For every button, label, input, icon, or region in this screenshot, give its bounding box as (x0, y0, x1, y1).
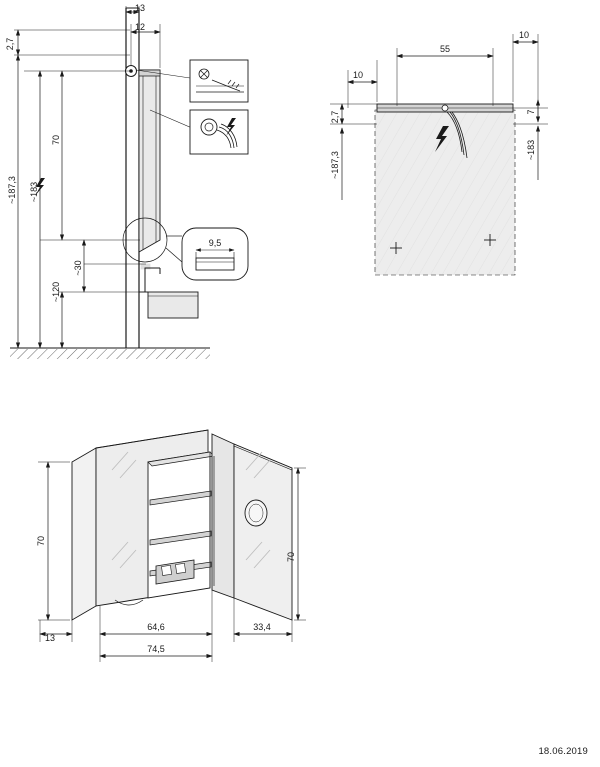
dim-mirror-bottom: ~30 (73, 260, 83, 276)
date-stamp: 18.06.2019 (538, 746, 588, 757)
dim-body-width: 64,6 (147, 622, 165, 632)
dim-power-height-right: ~183 (526, 139, 536, 161)
dim-total-height: ~187,3 (7, 176, 17, 204)
cabinet-right-door (212, 434, 292, 620)
front-left-dimensions (330, 104, 377, 200)
dim-floor-height-left: ~187,3 (330, 151, 340, 179)
dim-right-edge-offset: 10 (518, 30, 530, 40)
floor-line (10, 348, 210, 360)
front-right-dimensions (513, 100, 548, 180)
dim-power-height: ~183 (29, 181, 39, 203)
dim-door-height-right: 70 (286, 551, 296, 563)
cabinet-interior (148, 452, 214, 598)
dim-overall-width: 74,5 (147, 644, 165, 654)
dim-cabinet-height-left: 70 (36, 535, 46, 547)
dim-top-offset: 2,7 (5, 37, 15, 51)
view-side-elevation (5, 3, 248, 360)
mounting-rail-front (377, 104, 513, 112)
dim-rail-length: 55 (439, 44, 451, 54)
dim-left-edge-offset: 10 (352, 70, 364, 80)
dim-bracket-offset: 12 (134, 22, 146, 32)
dim-wall-thickness: 13 (134, 3, 146, 13)
dim-side-depth: 13 (44, 633, 56, 643)
wall-section (126, 8, 139, 348)
cabinet-side-body (139, 70, 160, 252)
dim-socket-offset: 7 (526, 109, 536, 115)
dim-door-open-depth: 33,4 (253, 622, 271, 632)
dim-basin-height: ~120 (51, 281, 61, 303)
vertical-dimensions (5, 30, 130, 348)
view-front-elevation (330, 30, 548, 275)
dim-rail-depth: 9,5 (208, 238, 222, 248)
detail-screw (190, 60, 248, 102)
perspective-left-dimension (36, 462, 70, 620)
view-perspective (36, 430, 306, 662)
dim-cabinet-height: 70 (51, 134, 61, 146)
dim-rail-top-offset: 2,7 (330, 110, 340, 124)
detail-cable (190, 110, 248, 154)
